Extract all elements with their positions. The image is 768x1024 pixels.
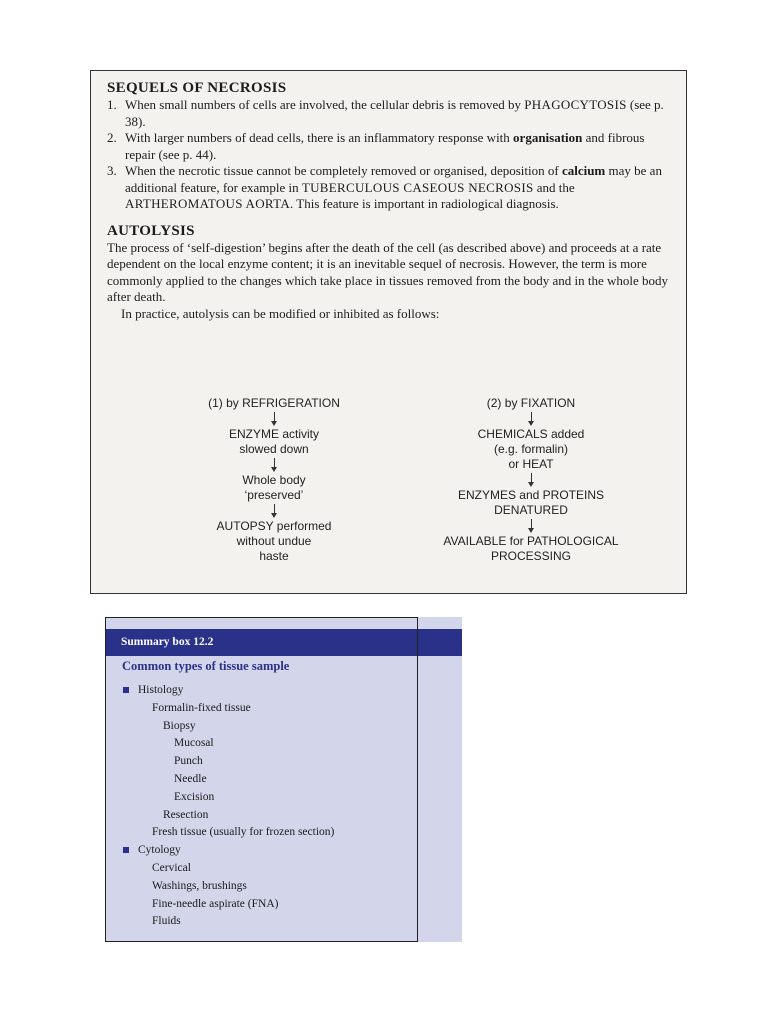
flow-step-chemicals-sub: (e.g. formalin) — [493, 442, 569, 456]
square-bullet-icon — [123, 847, 129, 853]
list-item — [152, 897, 278, 911]
list-item — [152, 879, 247, 893]
list-item — [174, 754, 203, 768]
refrigeration-flowchart — [179, 396, 369, 564]
flow-step-available: AVAILABLE for PATHOLOGICAL — [443, 534, 619, 548]
flow-step-available-sub: PROCESSING — [490, 549, 571, 563]
list-item-label: Cervical — [152, 862, 191, 874]
flow-step-whole-body: Whole body — [242, 473, 306, 487]
list-item — [107, 130, 677, 163]
summary-box — [105, 617, 462, 942]
list-text: (see p. 38). — [125, 97, 664, 129]
list-item — [152, 701, 251, 715]
term-tuberculous: TUBERCULOUS CASEOUS NECROSIS — [301, 179, 534, 195]
down-arrow-icon — [421, 518, 641, 534]
list-item — [107, 97, 677, 130]
flow-step-autopsy: AUTOPSY performed — [216, 519, 332, 533]
list-item — [138, 683, 183, 697]
textbook-page-panel — [90, 70, 687, 594]
list-item — [107, 163, 677, 213]
list-item — [174, 790, 214, 804]
list-item-label: Mucosal — [174, 737, 214, 750]
fixation-flowchart — [421, 396, 641, 564]
list-item-label: Fresh tissue (usually for frozen section) — [152, 826, 335, 839]
flow-step-chemicals: CHEMICALS added — [477, 427, 585, 441]
list-item — [174, 736, 214, 750]
term-phagocytosis: PHAGOCYTOSIS — [524, 97, 627, 112]
autolysis-paragraph: The process of ‘self-digestion’ begins after the death of the cell (as described above) and proceeds at a rate dependent on the local enzyme content; it is an inevitable sequel of necrosis. However, the term is more commonly applied to the changes which take place in tissues removed from the body and in the whole body after death. — [107, 239, 669, 304]
summary-box-header: Summary box 12.2 — [105, 629, 462, 656]
sequels-heading: SEQUELS OF NECROSIS — [107, 80, 287, 96]
flow-step-refrigeration: (1) by REFRIGERATION — [208, 396, 340, 410]
flow-step-whole-body-sub: ‘preserved’ — [244, 488, 304, 502]
down-arrow-icon — [421, 411, 641, 427]
down-arrow-icon — [421, 472, 641, 488]
flow-step-enzyme-sub: slowed down — [239, 442, 309, 456]
down-arrow-icon — [179, 503, 369, 519]
flow-step-enzymes: ENZYMES and PROTEINS — [457, 488, 605, 502]
list-number: 3. — [107, 163, 117, 178]
autolysis-practice-paragraph: In practice, autolysis can be modified or inhibited as follows: — [121, 305, 440, 321]
flow-step-enzymes-sub: DENATURED — [494, 503, 568, 517]
flow-step-autopsy-sub2: haste — [259, 549, 289, 563]
sequels-list — [107, 97, 677, 213]
list-text: . This feature is important in radiological diagnosis. — [290, 196, 559, 211]
flow-step-chemicals-sub2: or HEAT — [508, 457, 554, 471]
list-text: When small numbers of cells are involved, the cellular debris is removed by — [125, 97, 522, 112]
term-aorta: ARTHEROMATOUS AORTA — [125, 196, 291, 211]
list-text: and fibrous repair (see p. 44). — [125, 130, 645, 162]
flow-step-fixation: (2) by FIXATION — [486, 396, 576, 410]
term-organisation: organisation — [513, 130, 583, 145]
list-item — [174, 772, 207, 786]
list-text: With larger numbers of dead cells, there is an inflammatory response with — [125, 130, 510, 145]
list-item-label: Excision — [174, 790, 215, 803]
square-bullet-icon — [123, 687, 129, 693]
list-item-label: Fine-needle aspirate (FNA) — [152, 897, 279, 910]
down-arrow-icon — [179, 457, 369, 473]
list-text: may be an additional feature, for example in — [125, 163, 662, 195]
list-number: 1. — [107, 97, 117, 112]
list-item-label: Formalin-fixed tissue — [152, 701, 251, 714]
list-item — [163, 719, 196, 733]
flow-step-enzyme: ENZYME activity — [228, 427, 319, 441]
term-calcium: calcium — [561, 163, 606, 178]
list-item-label: Punch — [174, 755, 203, 768]
list-item-label: Washings, brushings — [152, 879, 247, 892]
list-item-label: Needle — [174, 773, 207, 785]
list-item — [138, 843, 181, 857]
summary-box-title: Common types of tissue sample — [122, 659, 290, 673]
autolysis-heading: AUTOLYSIS — [107, 222, 195, 239]
down-arrow-icon — [179, 411, 369, 427]
list-item — [152, 861, 191, 875]
list-item — [163, 808, 208, 822]
list-item-label: Resection — [163, 808, 209, 821]
list-item — [152, 914, 181, 928]
list-item-label: Histology — [138, 684, 184, 696]
flow-step-autopsy-sub: without undue — [236, 534, 312, 548]
list-item-label: Biopsy — [163, 719, 196, 732]
list-text: and the — [533, 179, 575, 195]
list-item-label: Cytology — [138, 844, 181, 857]
list-item — [152, 825, 334, 839]
list-item-label: Fluids — [152, 915, 181, 928]
list-text: When the necrotic tissue cannot be completely removed or organised, deposition of — [125, 163, 559, 178]
list-number: 2. — [107, 130, 117, 145]
page-text — [107, 79, 677, 322]
